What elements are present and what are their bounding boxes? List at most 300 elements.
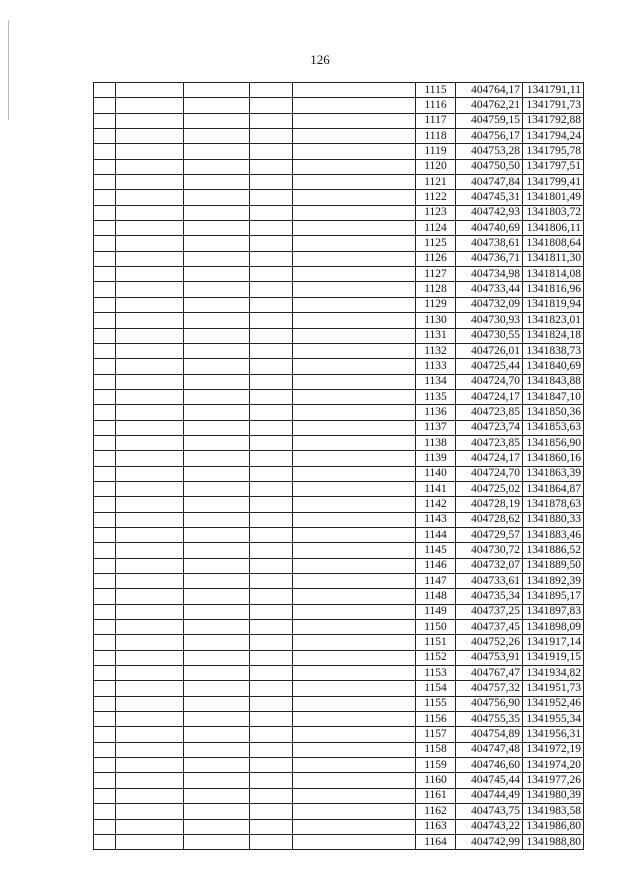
empty-cell: [94, 834, 116, 849]
empty-cell: [250, 313, 293, 328]
y-coordinate-cell: 1341819,94: [523, 297, 584, 312]
empty-cell: [293, 98, 416, 113]
empty-cell: [94, 98, 116, 113]
empty-cell: [250, 834, 293, 849]
x-coordinate-cell: 404725,44: [456, 359, 523, 374]
empty-cell: [184, 742, 250, 757]
empty-cell: [94, 481, 116, 496]
y-coordinate-cell: 1341956,31: [523, 727, 584, 742]
empty-cell: [184, 758, 250, 773]
empty-cell: [293, 221, 416, 236]
point-number-cell: 1121: [416, 175, 456, 190]
empty-cell: [94, 297, 116, 312]
y-coordinate-cell: 1341823,01: [523, 313, 584, 328]
point-number-cell: 1147: [416, 574, 456, 589]
empty-cell: [184, 834, 250, 849]
empty-cell: [293, 420, 416, 435]
empty-cell: [94, 742, 116, 757]
empty-cell: [184, 389, 250, 404]
y-coordinate-cell: 1341886,52: [523, 543, 584, 558]
empty-cell: [250, 758, 293, 773]
y-coordinate-cell: 1341843,88: [523, 374, 584, 389]
empty-cell: [184, 466, 250, 481]
empty-cell: [250, 297, 293, 312]
y-coordinate-cell: 1341864,87: [523, 481, 584, 496]
table-row: [94, 574, 584, 589]
point-number-cell: 1126: [416, 251, 456, 266]
table-row: [94, 466, 584, 481]
table-row: [94, 742, 584, 757]
y-coordinate-cell: 1341919,15: [523, 650, 584, 665]
point-number-cell: 1146: [416, 558, 456, 573]
empty-cell: [184, 696, 250, 711]
y-coordinate-cell: 1341955,34: [523, 712, 584, 727]
table-row: [94, 834, 584, 849]
point-number-cell: 1148: [416, 589, 456, 604]
y-coordinate-cell: 1341808,64: [523, 236, 584, 251]
y-coordinate-cell: 1341824,18: [523, 328, 584, 343]
empty-cell: [293, 313, 416, 328]
point-number-cell: 1116: [416, 98, 456, 113]
empty-cell: [94, 712, 116, 727]
y-coordinate-cell: 1341878,63: [523, 497, 584, 512]
empty-cell: [184, 159, 250, 174]
empty-cell: [184, 221, 250, 236]
empty-cell: [250, 712, 293, 727]
empty-cell: [94, 819, 116, 834]
y-coordinate-cell: 1341860,16: [523, 451, 584, 466]
x-coordinate-cell: 404750,50: [456, 159, 523, 174]
empty-cell: [184, 788, 250, 803]
empty-cell: [250, 405, 293, 420]
empty-cell: [94, 527, 116, 542]
x-coordinate-cell: 404730,72: [456, 543, 523, 558]
point-number-cell: 1133: [416, 359, 456, 374]
point-number-cell: 1118: [416, 129, 456, 144]
empty-cell: [116, 405, 184, 420]
empty-cell: [116, 543, 184, 558]
empty-cell: [293, 512, 416, 527]
point-number-cell: 1131: [416, 328, 456, 343]
empty-cell: [250, 282, 293, 297]
empty-cell: [116, 727, 184, 742]
coordinates-table: [93, 82, 584, 850]
table-row: [94, 650, 584, 665]
empty-cell: [116, 175, 184, 190]
empty-cell: [184, 374, 250, 389]
empty-cell: [116, 328, 184, 343]
y-coordinate-cell: 1341795,78: [523, 144, 584, 159]
empty-cell: [250, 359, 293, 374]
table-row: [94, 374, 584, 389]
empty-cell: [184, 420, 250, 435]
point-number-cell: 1137: [416, 420, 456, 435]
point-number-cell: 1143: [416, 512, 456, 527]
table-row: [94, 558, 584, 573]
empty-cell: [94, 359, 116, 374]
point-number-cell: 1140: [416, 466, 456, 481]
y-coordinate-cell: 1341892,39: [523, 574, 584, 589]
x-coordinate-cell: 404728,62: [456, 512, 523, 527]
point-number-cell: 1117: [416, 113, 456, 128]
empty-cell: [94, 267, 116, 282]
point-number-cell: 1158: [416, 742, 456, 757]
empty-cell: [184, 712, 250, 727]
table-row: [94, 635, 584, 650]
point-number-cell: 1142: [416, 497, 456, 512]
point-number-cell: 1162: [416, 804, 456, 819]
empty-cell: [116, 83, 184, 98]
empty-cell: [116, 819, 184, 834]
empty-cell: [293, 666, 416, 681]
empty-cell: [184, 144, 250, 159]
empty-cell: [184, 512, 250, 527]
table-row: [94, 681, 584, 696]
empty-cell: [293, 650, 416, 665]
empty-cell: [116, 497, 184, 512]
y-coordinate-cell: 1341977,26: [523, 773, 584, 788]
point-number-cell: 1138: [416, 435, 456, 450]
empty-cell: [184, 359, 250, 374]
empty-cell: [94, 681, 116, 696]
x-coordinate-cell: 404737,45: [456, 620, 523, 635]
empty-cell: [293, 742, 416, 757]
empty-cell: [94, 604, 116, 619]
empty-cell: [293, 558, 416, 573]
table-row: [94, 435, 584, 450]
x-coordinate-cell: 404724,17: [456, 389, 523, 404]
x-coordinate-cell: 404723,85: [456, 435, 523, 450]
empty-cell: [293, 236, 416, 251]
empty-cell: [94, 558, 116, 573]
empty-cell: [94, 83, 116, 98]
empty-cell: [94, 512, 116, 527]
point-number-cell: 1154: [416, 681, 456, 696]
empty-cell: [250, 435, 293, 450]
point-number-cell: 1136: [416, 405, 456, 420]
table-row: [94, 727, 584, 742]
empty-cell: [184, 681, 250, 696]
empty-cell: [250, 190, 293, 205]
table-row: [94, 788, 584, 803]
empty-cell: [184, 297, 250, 312]
y-coordinate-cell: 1341799,41: [523, 175, 584, 190]
table-row: [94, 328, 584, 343]
y-coordinate-cell: 1341794,24: [523, 129, 584, 144]
empty-cell: [184, 328, 250, 343]
empty-cell: [184, 98, 250, 113]
point-number-cell: 1115: [416, 83, 456, 98]
empty-cell: [293, 113, 416, 128]
empty-cell: [116, 712, 184, 727]
x-coordinate-cell: 404733,61: [456, 574, 523, 589]
y-coordinate-cell: 1341792,88: [523, 113, 584, 128]
empty-cell: [250, 420, 293, 435]
empty-cell: [293, 343, 416, 358]
empty-cell: [250, 788, 293, 803]
point-number-cell: 1123: [416, 205, 456, 220]
empty-cell: [116, 389, 184, 404]
y-coordinate-cell: 1341863,39: [523, 466, 584, 481]
empty-cell: [293, 374, 416, 389]
empty-cell: [94, 236, 116, 251]
empty-cell: [116, 159, 184, 174]
table-row: [94, 221, 584, 236]
empty-cell: [184, 435, 250, 450]
y-coordinate-cell: 1341791,11: [523, 83, 584, 98]
empty-cell: [184, 267, 250, 282]
empty-cell: [94, 282, 116, 297]
coordinates-table-body: [94, 83, 584, 850]
empty-cell: [184, 727, 250, 742]
x-coordinate-cell: 404756,17: [456, 129, 523, 144]
empty-cell: [293, 804, 416, 819]
x-coordinate-cell: 404732,07: [456, 558, 523, 573]
empty-cell: [293, 481, 416, 496]
point-number-cell: 1164: [416, 834, 456, 849]
empty-cell: [250, 175, 293, 190]
table-row: [94, 251, 584, 266]
empty-cell: [184, 574, 250, 589]
point-number-cell: 1150: [416, 620, 456, 635]
x-coordinate-cell: 404745,44: [456, 773, 523, 788]
x-coordinate-cell: 404732,09: [456, 297, 523, 312]
y-coordinate-cell: 1341952,46: [523, 696, 584, 711]
point-number-cell: 1119: [416, 144, 456, 159]
empty-cell: [184, 650, 250, 665]
table-row: [94, 512, 584, 527]
empty-cell: [94, 420, 116, 435]
empty-cell: [250, 159, 293, 174]
empty-cell: [184, 635, 250, 650]
empty-cell: [116, 788, 184, 803]
point-number-cell: 1139: [416, 451, 456, 466]
x-coordinate-cell: 404742,99: [456, 834, 523, 849]
empty-cell: [94, 788, 116, 803]
point-number-cell: 1141: [416, 481, 456, 496]
x-coordinate-cell: 404746,60: [456, 758, 523, 773]
empty-cell: [94, 666, 116, 681]
y-coordinate-cell: 1341840,69: [523, 359, 584, 374]
empty-cell: [116, 374, 184, 389]
page-number: 126: [310, 52, 330, 67]
empty-cell: [184, 405, 250, 420]
x-coordinate-cell: 404723,74: [456, 420, 523, 435]
empty-cell: [250, 512, 293, 527]
point-number-cell: 1163: [416, 819, 456, 834]
x-coordinate-cell: 404756,90: [456, 696, 523, 711]
x-coordinate-cell: 404723,85: [456, 405, 523, 420]
empty-cell: [184, 527, 250, 542]
table-row: [94, 175, 584, 190]
x-coordinate-cell: 404743,22: [456, 819, 523, 834]
empty-cell: [250, 389, 293, 404]
empty-cell: [250, 620, 293, 635]
empty-cell: [94, 113, 116, 128]
empty-cell: [250, 650, 293, 665]
empty-cell: [116, 604, 184, 619]
x-coordinate-cell: 404724,17: [456, 451, 523, 466]
y-coordinate-cell: 1341983,58: [523, 804, 584, 819]
table-row: [94, 819, 584, 834]
empty-cell: [116, 129, 184, 144]
point-number-cell: 1128: [416, 282, 456, 297]
point-number-cell: 1144: [416, 527, 456, 542]
empty-cell: [184, 666, 250, 681]
empty-cell: [250, 666, 293, 681]
empty-cell: [184, 604, 250, 619]
empty-cell: [116, 435, 184, 450]
point-number-cell: 1157: [416, 727, 456, 742]
empty-cell: [94, 190, 116, 205]
table-row: [94, 497, 584, 512]
table-row: [94, 144, 584, 159]
empty-cell: [184, 620, 250, 635]
empty-cell: [293, 267, 416, 282]
empty-cell: [116, 589, 184, 604]
empty-cell: [293, 543, 416, 558]
empty-cell: [116, 620, 184, 635]
point-number-cell: 1132: [416, 343, 456, 358]
empty-cell: [250, 328, 293, 343]
empty-cell: [250, 742, 293, 757]
empty-cell: [293, 328, 416, 343]
empty-cell: [293, 574, 416, 589]
point-number-cell: 1124: [416, 221, 456, 236]
empty-cell: [94, 328, 116, 343]
point-number-cell: 1153: [416, 666, 456, 681]
empty-cell: [250, 205, 293, 220]
empty-cell: [116, 297, 184, 312]
empty-cell: [293, 696, 416, 711]
empty-cell: [250, 481, 293, 496]
x-coordinate-cell: 404745,31: [456, 190, 523, 205]
x-coordinate-cell: 404726,01: [456, 343, 523, 358]
y-coordinate-cell: 1341883,46: [523, 527, 584, 542]
empty-cell: [94, 696, 116, 711]
empty-cell: [250, 727, 293, 742]
empty-cell: [184, 313, 250, 328]
x-coordinate-cell: 404734,98: [456, 267, 523, 282]
empty-cell: [94, 635, 116, 650]
empty-cell: [293, 788, 416, 803]
scan-edge-mark: [8, 20, 9, 120]
empty-cell: [250, 558, 293, 573]
x-coordinate-cell: 404747,48: [456, 742, 523, 757]
y-coordinate-cell: 1341814,08: [523, 267, 584, 282]
x-coordinate-cell: 404728,19: [456, 497, 523, 512]
empty-cell: [94, 159, 116, 174]
table-row: [94, 696, 584, 711]
empty-cell: [116, 527, 184, 542]
empty-cell: [293, 604, 416, 619]
table-row: [94, 620, 584, 635]
y-coordinate-cell: 1341801,49: [523, 190, 584, 205]
empty-cell: [94, 804, 116, 819]
empty-cell: [94, 620, 116, 635]
table-row: [94, 527, 584, 542]
y-coordinate-cell: 1341806,11: [523, 221, 584, 236]
empty-cell: [116, 251, 184, 266]
table-row: [94, 129, 584, 144]
point-number-cell: 1130: [416, 313, 456, 328]
empty-cell: [94, 343, 116, 358]
y-coordinate-cell: 1341791,73: [523, 98, 584, 113]
table-row: [94, 758, 584, 773]
empty-cell: [94, 650, 116, 665]
table-row: [94, 343, 584, 358]
empty-cell: [116, 313, 184, 328]
point-number-cell: 1159: [416, 758, 456, 773]
x-coordinate-cell: 404740,69: [456, 221, 523, 236]
x-coordinate-cell: 404724,70: [456, 466, 523, 481]
empty-cell: [184, 343, 250, 358]
empty-cell: [116, 359, 184, 374]
empty-cell: [94, 758, 116, 773]
empty-cell: [184, 451, 250, 466]
empty-cell: [184, 251, 250, 266]
x-coordinate-cell: 404747,84: [456, 175, 523, 190]
y-coordinate-cell: 1341853,63: [523, 420, 584, 435]
x-coordinate-cell: 404736,71: [456, 251, 523, 266]
empty-cell: [293, 144, 416, 159]
empty-cell: [250, 374, 293, 389]
empty-cell: [250, 113, 293, 128]
empty-cell: [116, 758, 184, 773]
empty-cell: [184, 589, 250, 604]
empty-cell: [94, 205, 116, 220]
y-coordinate-cell: 1341856,90: [523, 435, 584, 450]
empty-cell: [116, 696, 184, 711]
x-coordinate-cell: 404753,91: [456, 650, 523, 665]
empty-cell: [293, 451, 416, 466]
empty-cell: [250, 221, 293, 236]
x-coordinate-cell: 404744,49: [456, 788, 523, 803]
y-coordinate-cell: 1341895,17: [523, 589, 584, 604]
empty-cell: [250, 98, 293, 113]
empty-cell: [116, 113, 184, 128]
empty-cell: [250, 236, 293, 251]
empty-cell: [116, 635, 184, 650]
empty-cell: [94, 389, 116, 404]
table-row: [94, 113, 584, 128]
table-row: [94, 313, 584, 328]
empty-cell: [184, 819, 250, 834]
y-coordinate-cell: 1341951,73: [523, 681, 584, 696]
y-coordinate-cell: 1341972,19: [523, 742, 584, 757]
y-coordinate-cell: 1341797,51: [523, 159, 584, 174]
table-row: [94, 159, 584, 174]
y-coordinate-cell: 1341980,39: [523, 788, 584, 803]
empty-cell: [184, 190, 250, 205]
table-row: [94, 543, 584, 558]
empty-cell: [250, 497, 293, 512]
empty-cell: [116, 574, 184, 589]
empty-cell: [116, 221, 184, 236]
empty-cell: [184, 83, 250, 98]
table-row: [94, 604, 584, 619]
table-row: [94, 804, 584, 819]
empty-cell: [293, 435, 416, 450]
table-row: [94, 83, 584, 98]
empty-cell: [250, 773, 293, 788]
x-coordinate-cell: 404725,02: [456, 481, 523, 496]
empty-cell: [116, 681, 184, 696]
table-row: [94, 481, 584, 496]
y-coordinate-cell: 1341811,30: [523, 251, 584, 266]
empty-cell: [250, 129, 293, 144]
table-row: [94, 451, 584, 466]
